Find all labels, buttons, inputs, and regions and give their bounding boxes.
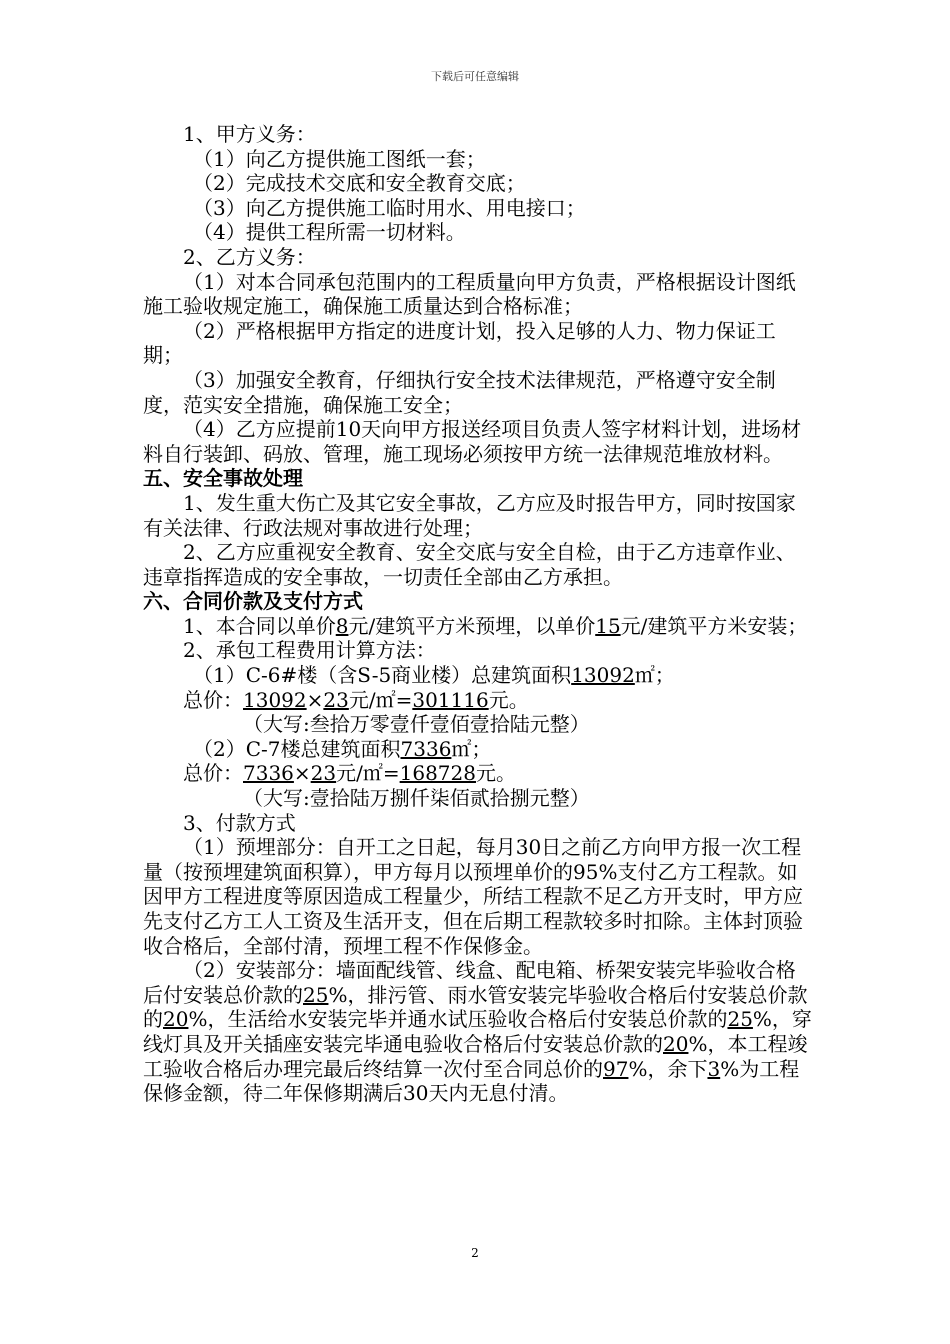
section-6-para-1 — [143, 614, 813, 639]
party-b-item-2: （2）严格根据甲方指定的进度计划，投入足够的人力、物力保证工期； — [143, 318, 776, 368]
pct-value: 97 — [603, 1056, 629, 1081]
c7-area: 7336 — [400, 736, 452, 761]
text-span: 元/㎡= — [336, 761, 400, 786]
party-a-item-2: （2）完成技术交底和安全教育交底； — [193, 171, 526, 196]
payment-embed-para: （1）预埋部分：自开工之日起，每月30日之前乙方向甲方报一次工程量（按预埋建筑面积算），甲方每月以预埋单价的95%支付乙方工程款。如因甲方工程进度等原因造成工程量少，所结工程款不足乙方开支时，甲方应先支付乙方工人工资及生活开支，但在后期工程款较多时扣除。主体封顶验收合格后，全部付清，预埋工程不作保修金。 — [143, 835, 803, 958]
payment-method-heading: 3、付款方式 — [183, 810, 296, 835]
party-b-item-1: （1）对本合同承包范围内的工程质量向甲方负责，严格根据设计图纸施工验收规定施工，确保施工质量达到合格标准； — [143, 269, 796, 319]
section-5-para-2: 2、乙方应重视安全教育、安全交底与安全自检，由于乙方违章作业、违章指挥造成的安全事故，一切责任全部由乙方承担。 — [143, 540, 796, 589]
text-span: %，排污管、雨水管安装完毕验收合格后付安装总价款的 — [143, 982, 808, 1032]
party-a-item-1: （1）向乙方提供施工图纸一套； — [193, 146, 486, 171]
price-embed: 8 — [335, 613, 349, 638]
party-a-obligations-heading: 1、甲方义务： — [183, 122, 316, 146]
page-number: 2 — [471, 1246, 479, 1260]
text-span: （2）安装部分：墙面配线管、线盒、配电箱、桥架安装完毕验收合格后付安装总价款的 — [143, 958, 796, 1007]
c6-area: 13092 — [571, 663, 635, 688]
c6-total-area: 13092 — [243, 687, 307, 712]
pct-value: 3 — [707, 1056, 721, 1081]
text-span: 元。 — [475, 761, 516, 786]
section-5-para-1: 1、发生重大伤亡及其它安全事故，乙方应及时报告甲方，同时按国家有关法律、行政法规对事故进行处理； — [143, 490, 796, 540]
text-span: 元/㎡= — [348, 687, 413, 712]
text-span: %，本工程竣工验收合格后办理完最后终结算一次付至合同总价的 — [143, 1031, 808, 1081]
text-span: ㎡； — [451, 736, 492, 761]
text-span: %为工程保修金额，待二年保修期满后30天内无息付清。 — [143, 1056, 800, 1106]
text-span: （1）C-6#楼（含S-5商业楼）总建筑面积 — [193, 663, 572, 688]
text-span: 元/建筑平方米预埋，以单价 — [348, 613, 596, 638]
text-span: %，余下 — [628, 1056, 708, 1081]
c6-total-line — [143, 688, 813, 713]
text-span: （2）C-7楼总建筑面积 — [193, 736, 401, 761]
text-span: ㎡； — [634, 663, 675, 688]
party-a-item-3: （3）向乙方提供施工临时用水、用电接口； — [193, 195, 586, 220]
c6-total: 301116 — [412, 687, 489, 712]
text-span: %，生活给水安装完毕并通水试压验收合格后付安装总价款的 — [188, 1007, 728, 1032]
party-b-item-3: （3）加强安全教育，仔细执行安全技术法律规范，严格遵守安全制度，范实安全措施，确保施工安全； — [143, 367, 776, 417]
c7-total: 168728 — [399, 761, 476, 786]
c7-unit-price: 23 — [310, 761, 337, 786]
section-6-title: 六、合同价款及支付方式 — [143, 589, 363, 614]
c6-unit-price: 23 — [323, 687, 349, 712]
section-5-title: 五、安全事故处理 — [143, 466, 303, 491]
document-body — [143, 122, 813, 1106]
text-span: × — [293, 761, 311, 786]
text-span: %，穿线灯具及开关插座安装完毕通电验收合格后付安装总价款的 — [143, 1007, 812, 1056]
party-a-item-4: （4）提供工程所需一切材料。 — [193, 220, 466, 245]
text-span: 总价： — [183, 687, 243, 712]
price-install: 15 — [595, 613, 621, 638]
pct-value: 20 — [163, 1007, 189, 1032]
text-span: × — [306, 687, 324, 712]
c7-area-line — [143, 737, 813, 762]
c6-capital-amount: （大写:叁拾万零壹仟壹佰壹拾陆元整） — [243, 712, 590, 737]
party-b-obligations-heading: 2、乙方义务： — [183, 244, 316, 269]
c7-capital-amount: （大写:壹拾陆万捌仟柒佰贰拾捌元整） — [243, 786, 590, 811]
text-span: 元。 — [488, 687, 529, 712]
pct-value: 25 — [727, 1007, 753, 1032]
text-span: 总价： — [183, 761, 243, 786]
payment-install-para — [143, 958, 813, 1106]
c7-total-line — [143, 761, 813, 786]
party-b-item-4: （4）乙方应提前10天向甲方报送经项目负责人签字材料计划，进场材料自行装卸、码放、管理，施工现场必须按甲方统一法律规范堆放材料。 — [143, 417, 802, 466]
section-6-para-2: 2、承包工程费用计算方法： — [183, 638, 436, 663]
text-span: 元/建筑平方米安装； — [620, 613, 808, 638]
pct-value: 20 — [663, 1031, 689, 1056]
text-span: 1、本合同以单价 — [183, 613, 336, 638]
c7-total-area: 7336 — [243, 761, 294, 786]
page-header: 下载后可任意编辑 — [431, 70, 519, 83]
pct-value: 25 — [303, 982, 329, 1007]
c6-area-line — [143, 663, 813, 688]
